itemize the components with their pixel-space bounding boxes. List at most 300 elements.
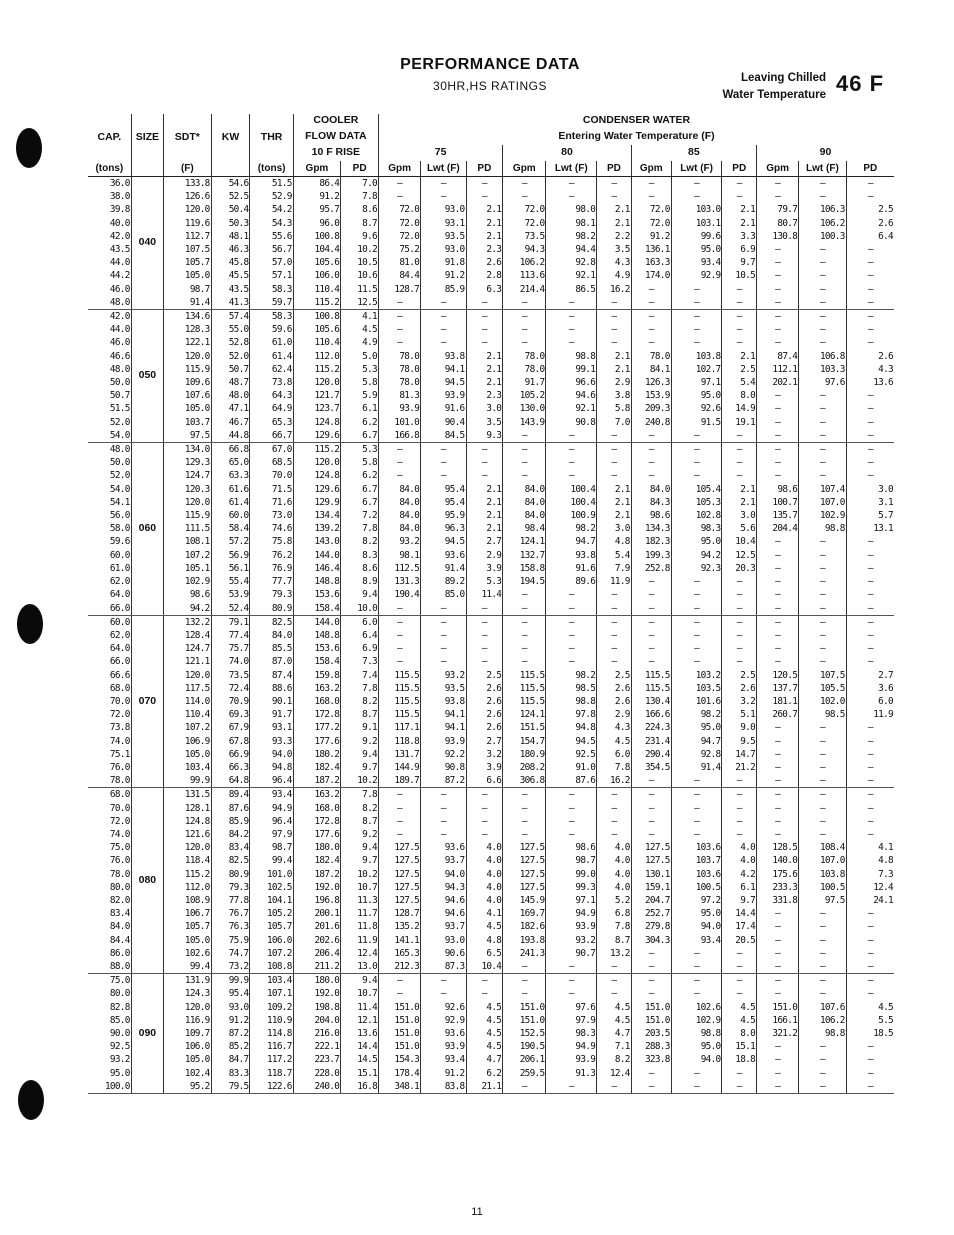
lwt-75-cell: — (421, 469, 466, 482)
cap-cell: 93.2 (109, 1054, 130, 1066)
pd-75-cell: 2.1 (466, 363, 503, 376)
lwt-85-cell: 97.1 (671, 376, 722, 389)
pd-85-cell: — (722, 1067, 757, 1080)
pd-90-cell: 2.5 (846, 203, 894, 216)
cooler-pd-cell: 10.6 (341, 269, 379, 282)
pd-85-cell: 8.0 (722, 1027, 757, 1040)
cooler-gpm-cell: 222.1 (293, 1040, 341, 1053)
lwt-80-cell: 99.0 (546, 868, 597, 881)
pd-85-cell: 5.1 (722, 708, 757, 721)
pd-75-cell: 2.3 (466, 243, 503, 256)
pd-80-cell: — (597, 190, 632, 203)
pd-85-cell: — (722, 336, 757, 349)
pd-80-cell: 4.5 (597, 735, 632, 748)
cap-cell: 44.2 (109, 270, 130, 282)
kw-cell: 56.1 (211, 562, 250, 575)
cap-cell: 43.5 (109, 244, 130, 256)
gpm-75-cell: — (379, 802, 421, 815)
kw-cell: 57.2 (211, 535, 250, 548)
temp-90: 90 (757, 145, 894, 161)
lwt-90-cell: — (799, 389, 847, 402)
lwt-85-cell: — (671, 336, 722, 349)
pd-75-cell: 3.2 (466, 748, 503, 761)
thr-cell: 54.3 (250, 217, 293, 230)
gpm-90-cell: — (757, 615, 799, 629)
cooler-pd-cell: 14.4 (341, 1040, 379, 1053)
gpm-80-cell: — (503, 443, 546, 457)
cooler-gpm-cell: 110.4 (293, 336, 341, 349)
size-cell: 070 (131, 615, 163, 788)
unit-tons: (tons) (88, 161, 131, 177)
pd-85-cell: 2.1 (722, 203, 757, 216)
lwt-75-cell: 93.6 (421, 1027, 466, 1040)
pd-90-cell: 4.1 (846, 841, 894, 854)
gpm-85-cell: 84.1 (631, 363, 671, 376)
pd-90-cell: — (846, 629, 894, 642)
gpm-80-cell: — (503, 960, 546, 974)
cooler-gpm-cell: 211.2 (293, 960, 341, 974)
sdt-cell: 122.1 (164, 336, 212, 349)
lwt-80-cell: 99.3 (546, 881, 597, 894)
cap-cell: 62.0 (109, 576, 130, 588)
pd-80-cell: — (597, 642, 632, 655)
gpm-85-cell: 84.0 (631, 483, 671, 496)
sdt-cell: 106.7 (164, 907, 212, 920)
cooler-pd-cell: 5.0 (341, 350, 379, 363)
cooler-pd-cell: 10.2 (341, 243, 379, 256)
pd-85-cell: — (722, 960, 757, 974)
cooler-gpm-cell: 121.7 (293, 389, 341, 402)
cap-cell: 42.0 (109, 311, 130, 323)
gpm-80-cell: 127.5 (503, 854, 546, 867)
sub-lwt: Lwt (F) (421, 161, 466, 177)
gpm-80-cell: 145.9 (503, 894, 546, 907)
lwt-75-cell: 93.7 (421, 920, 466, 933)
pd-80-cell: 3.0 (597, 522, 632, 535)
cap-cell: 82.8 (109, 1001, 130, 1013)
cooler-pd-cell: 10.5 (341, 256, 379, 269)
table-row (88, 1027, 894, 1040)
gpm-80-cell: — (503, 828, 546, 841)
thr-cell: 110.9 (250, 1014, 293, 1027)
cooler-gpm-cell: 95.7 (293, 203, 341, 216)
lwt-90-cell: — (799, 269, 847, 282)
gpm-75-cell: — (379, 456, 421, 469)
gpm-80-cell: 190.5 (503, 1040, 546, 1053)
lwt-80-cell: — (546, 629, 597, 642)
gpm-85-cell: — (631, 588, 671, 601)
sdt-cell: 120.3 (164, 483, 212, 496)
lwt-85-cell: — (671, 947, 722, 960)
lwt-85-cell: 100.5 (671, 881, 722, 894)
sdt-cell: 103.7 (164, 416, 212, 429)
table-row (88, 469, 894, 482)
kw-cell: 47.1 (211, 402, 250, 415)
col-size: SIZE (131, 114, 163, 161)
table-row (88, 669, 894, 682)
pd-90-cell: 5.7 (846, 509, 894, 522)
gpm-80-cell: 143.9 (503, 416, 546, 429)
lwt-80-cell: 97.9 (546, 1014, 597, 1027)
thr-cell: 90.1 (250, 695, 293, 708)
lwt-75-cell: 92.2 (421, 748, 466, 761)
pd-90-cell: — (846, 588, 894, 601)
sdt-cell: 105.0 (164, 402, 212, 415)
lwt-75-cell: 90.4 (421, 416, 466, 429)
kw-cell: 70.9 (211, 695, 250, 708)
gpm-85-cell: 98.6 (631, 509, 671, 522)
lwt-90-cell: 103.3 (799, 363, 847, 376)
sdt-cell: 134.6 (164, 310, 212, 324)
cooler-gpm-cell: 96.0 (293, 217, 341, 230)
pd-90-cell: 4.8 (846, 854, 894, 867)
lwt-80-cell: — (546, 655, 597, 668)
pd-85-cell: 9.7 (722, 894, 757, 907)
gpm-75-cell: 127.5 (379, 854, 421, 867)
size-cell: 050 (131, 310, 163, 443)
lwt-75-cell: 92.9 (421, 1014, 466, 1027)
gpm-80-cell: 158.8 (503, 562, 546, 575)
gpm-85-cell: 166.6 (631, 708, 671, 721)
lwt-75-cell: 93.0 (421, 243, 466, 256)
gpm-90-cell: — (757, 190, 799, 203)
cooler-pd-cell: 6.9 (341, 642, 379, 655)
sdt-cell: 102.4 (164, 1067, 212, 1080)
lwt-90-cell: — (799, 615, 847, 629)
lwt-75-cell: 95.4 (421, 496, 466, 509)
sdt-cell: 120.0 (164, 350, 212, 363)
gpm-80-cell: 84.0 (503, 483, 546, 496)
cooler-gpm-cell: 129.6 (293, 483, 341, 496)
lwt-90-cell: — (799, 549, 847, 562)
size-cell: 060 (131, 443, 163, 616)
lwt-80-cell: 86.5 (546, 283, 597, 296)
gpm-75-cell: 118.8 (379, 735, 421, 748)
table-row (88, 456, 894, 469)
cooler-gpm-cell: 177.2 (293, 721, 341, 734)
pd-80-cell: 16.2 (597, 774, 632, 788)
lwt-80-cell: — (546, 296, 597, 310)
sdt-cell: 114.0 (164, 695, 212, 708)
lwt-75-cell: — (421, 802, 466, 815)
lwt-75-cell: 93.0 (421, 203, 466, 216)
gpm-90-cell: — (757, 243, 799, 256)
lwt-85-cell: — (671, 575, 722, 588)
cooler-gpm-cell: 148.8 (293, 575, 341, 588)
temp-85: 85 (631, 145, 756, 161)
lwt-85-cell: 103.2 (671, 669, 722, 682)
col-entering-water-temp: Entering Water Temperature (F) (379, 128, 894, 145)
pd-80-cell: 4.0 (597, 868, 632, 881)
lwt-75-cell: — (421, 629, 466, 642)
pd-90-cell: — (846, 802, 894, 815)
lwt-75-cell: 94.5 (421, 376, 466, 389)
pd-75-cell: — (466, 629, 503, 642)
gpm-80-cell: 124.1 (503, 535, 546, 548)
kw-cell: 46.3 (211, 243, 250, 256)
lwt-85-cell: 97.2 (671, 894, 722, 907)
table-row (88, 509, 894, 522)
thr-cell: 59.6 (250, 323, 293, 336)
pd-80-cell: 8.7 (597, 934, 632, 947)
cap-cell: 38.0 (109, 191, 130, 203)
sdt-cell: 103.4 (164, 761, 212, 774)
pd-75-cell: 2.1 (466, 203, 503, 216)
pd-90-cell: 2.7 (846, 669, 894, 682)
gpm-80-cell: 306.8 (503, 774, 546, 788)
lwt-80-cell: 94.9 (546, 1040, 597, 1053)
col-cooler: COOLER (293, 114, 378, 128)
pd-90-cell: — (846, 974, 894, 988)
gpm-80-cell: 154.7 (503, 735, 546, 748)
gpm-85-cell: 199.3 (631, 549, 671, 562)
pd-75-cell: — (466, 828, 503, 841)
pd-75-cell: 2.1 (466, 483, 503, 496)
pd-85-cell: 2.5 (722, 669, 757, 682)
gpm-80-cell: — (503, 802, 546, 815)
leaving-label-line: Water Temperature (722, 89, 826, 101)
table-row (88, 934, 894, 947)
cooler-pd-cell: 8.6 (341, 203, 379, 216)
cooler-gpm-cell: 124.8 (293, 416, 341, 429)
col-condenser-water: CONDENSER WATER (379, 114, 894, 128)
pd-85-cell: — (722, 1080, 757, 1094)
gpm-90-cell: 79.7 (757, 203, 799, 216)
pd-90-cell: — (846, 934, 894, 947)
thr-cell: 73.0 (250, 509, 293, 522)
pd-85-cell: 10.4 (722, 535, 757, 548)
cap-cell: 44.0 (109, 257, 130, 269)
gpm-90-cell: 100.7 (757, 496, 799, 509)
lwt-75-cell: 93.0 (421, 934, 466, 947)
table-row (88, 363, 894, 376)
pd-80-cell: 8.2 (597, 1053, 632, 1066)
lwt-75-cell: 94.6 (421, 894, 466, 907)
lwt-80-cell: — (546, 974, 597, 988)
cooler-pd-cell: 5.3 (341, 363, 379, 376)
lwt-90-cell: — (799, 402, 847, 415)
lwt-80-cell: — (546, 336, 597, 349)
gpm-75-cell: — (379, 987, 421, 1000)
gpm-85-cell: — (631, 960, 671, 974)
lwt-75-cell: 90.8 (421, 761, 466, 774)
pd-85-cell: — (722, 443, 757, 457)
lwt-75-cell: — (421, 456, 466, 469)
cooler-pd-cell: 8.7 (341, 708, 379, 721)
pd-85-cell: 2.5 (722, 363, 757, 376)
kw-cell: 79.3 (211, 881, 250, 894)
table-row (88, 429, 894, 443)
kw-cell: 64.8 (211, 774, 250, 788)
lwt-80-cell: 98.3 (546, 1027, 597, 1040)
sdt-cell: 91.4 (164, 296, 212, 310)
cap-cell: 80.0 (109, 881, 130, 893)
pd-75-cell: — (466, 336, 503, 349)
lwt-80-cell: 93.2 (546, 934, 597, 947)
pd-80-cell: 2.6 (597, 682, 632, 695)
gpm-90-cell: — (757, 1040, 799, 1053)
gpm-85-cell: — (631, 429, 671, 443)
lwt-75-cell: 95.9 (421, 509, 466, 522)
gpm-90-cell: — (757, 735, 799, 748)
lwt-85-cell: 102.9 (671, 1014, 722, 1027)
gpm-80-cell: 208.2 (503, 761, 546, 774)
kw-cell: 67.8 (211, 735, 250, 748)
pd-80-cell: 6.8 (597, 907, 632, 920)
kw-cell: 67.9 (211, 721, 250, 734)
kw-cell: 45.8 (211, 256, 250, 269)
kw-cell: 77.4 (211, 629, 250, 642)
gpm-75-cell: 84.0 (379, 483, 421, 496)
lwt-85-cell: — (671, 615, 722, 629)
gpm-75-cell: 144.9 (379, 761, 421, 774)
lwt-75-cell: 93.5 (421, 682, 466, 695)
kw-cell: 66.3 (211, 761, 250, 774)
pd-90-cell: — (846, 269, 894, 282)
gpm-85-cell: — (631, 1067, 671, 1080)
lwt-75-cell: 94.1 (421, 363, 466, 376)
cap-cell: 78.0 (109, 868, 130, 880)
table-row (88, 629, 894, 642)
cooler-pd-cell: 8.2 (341, 535, 379, 548)
gpm-85-cell: — (631, 177, 671, 191)
lwt-85-cell: — (671, 456, 722, 469)
sub-gpm: Gpm (379, 161, 421, 177)
gpm-90-cell: 140.0 (757, 854, 799, 867)
gpm-80-cell: 115.5 (503, 682, 546, 695)
lwt-85-cell: 94.2 (671, 549, 722, 562)
lwt-90-cell: — (799, 974, 847, 988)
lwt-85-cell: — (671, 802, 722, 815)
pd-90-cell: — (846, 947, 894, 960)
cooler-pd-cell: 12.4 (341, 947, 379, 960)
lwt-90-cell: 102.0 (799, 695, 847, 708)
gpm-80-cell: 78.0 (503, 363, 546, 376)
gpm-80-cell: 259.5 (503, 1067, 546, 1080)
gpm-90-cell: 128.5 (757, 841, 799, 854)
lwt-80-cell: — (546, 788, 597, 802)
lwt-80-cell: — (546, 1080, 597, 1094)
table-row (88, 1080, 894, 1094)
gpm-85-cell: 72.0 (631, 203, 671, 216)
cap-cell: 76.0 (109, 761, 130, 773)
pd-75-cell: 5.3 (466, 575, 503, 588)
pd-75-cell: 21.1 (466, 1080, 503, 1094)
kw-cell: 66.8 (211, 443, 250, 457)
pd-90-cell: — (846, 402, 894, 415)
cap-cell: 72.0 (109, 709, 130, 721)
pd-80-cell: — (597, 310, 632, 324)
pd-85-cell: — (722, 310, 757, 324)
lwt-90-cell: 107.4 (799, 483, 847, 496)
lwt-90-cell: — (799, 562, 847, 575)
pd-85-cell: — (722, 469, 757, 482)
pd-80-cell: 4.5 (597, 1014, 632, 1027)
gpm-75-cell: 112.5 (379, 562, 421, 575)
gpm-75-cell: 151.0 (379, 1014, 421, 1027)
cap-cell: 85.0 (109, 1014, 130, 1026)
pd-75-cell: 4.8 (466, 934, 503, 947)
lwt-75-cell: 94.6 (421, 907, 466, 920)
col-kw: KW (211, 114, 250, 161)
sub-lwt: Lwt (F) (546, 161, 597, 177)
gpm-85-cell: — (631, 788, 671, 802)
gpm-75-cell: — (379, 602, 421, 616)
cap-cell: 59.6 (109, 536, 130, 548)
gpm-75-cell: 165.3 (379, 947, 421, 960)
table-row (88, 682, 894, 695)
pd-80-cell: 16.2 (597, 283, 632, 296)
gpm-90-cell: — (757, 802, 799, 815)
cap-cell: 80.0 (109, 988, 130, 1000)
pd-75-cell: — (466, 615, 503, 629)
lwt-80-cell: 98.8 (546, 350, 597, 363)
gpm-80-cell: 214.4 (503, 283, 546, 296)
pd-85-cell: — (722, 828, 757, 841)
table-row (88, 881, 894, 894)
lwt-80-cell: — (546, 177, 597, 191)
lwt-90-cell: 107.0 (799, 496, 847, 509)
gpm-80-cell: 132.7 (503, 549, 546, 562)
cap-cell: 46.0 (109, 283, 130, 295)
pd-85-cell: — (722, 974, 757, 988)
cooler-gpm-cell: 148.8 (293, 629, 341, 642)
pd-85-cell: 20.3 (722, 562, 757, 575)
gpm-90-cell: — (757, 602, 799, 616)
cap-cell: 44.0 (109, 324, 130, 336)
gpm-75-cell: 212.3 (379, 960, 421, 974)
gpm-80-cell: 180.9 (503, 748, 546, 761)
pd-90-cell: — (846, 774, 894, 788)
gpm-90-cell: — (757, 1080, 799, 1094)
gpm-80-cell: 115.5 (503, 669, 546, 682)
gpm-80-cell: 182.6 (503, 920, 546, 933)
thr-cell: 88.6 (250, 682, 293, 695)
gpm-85-cell: 72.0 (631, 217, 671, 230)
table-row (88, 748, 894, 761)
lwt-85-cell: 95.0 (671, 389, 722, 402)
gpm-90-cell: — (757, 456, 799, 469)
gpm-90-cell: — (757, 310, 799, 324)
pd-75-cell: — (466, 655, 503, 668)
sdt-cell: 112.7 (164, 230, 212, 243)
gpm-75-cell: 78.0 (379, 376, 421, 389)
pd-75-cell: 10.4 (466, 960, 503, 974)
table-row (88, 588, 894, 601)
pd-90-cell: — (846, 256, 894, 269)
pd-90-cell: — (846, 602, 894, 616)
lwt-80-cell: — (546, 802, 597, 815)
gpm-75-cell: 131.7 (379, 748, 421, 761)
gpm-80-cell: — (503, 602, 546, 616)
pd-80-cell: 3.8 (597, 389, 632, 402)
cooler-gpm-cell: 115.2 (293, 443, 341, 457)
gpm-85-cell: 182.3 (631, 535, 671, 548)
gpm-85-cell: 91.2 (631, 230, 671, 243)
pd-85-cell: 14.7 (722, 748, 757, 761)
lwt-75-cell: 94.0 (421, 868, 466, 881)
cooler-pd-cell: 9.4 (341, 588, 379, 601)
gpm-85-cell: — (631, 469, 671, 482)
cooler-pd-cell: 4.9 (341, 336, 379, 349)
gpm-75-cell: 154.3 (379, 1053, 421, 1066)
lwt-85-cell: — (671, 774, 722, 788)
pd-85-cell: — (722, 190, 757, 203)
lwt-80-cell: — (546, 987, 597, 1000)
pd-80-cell: 4.3 (597, 721, 632, 734)
pd-80-cell: 2.1 (597, 509, 632, 522)
pd-80-cell: 5.2 (597, 894, 632, 907)
